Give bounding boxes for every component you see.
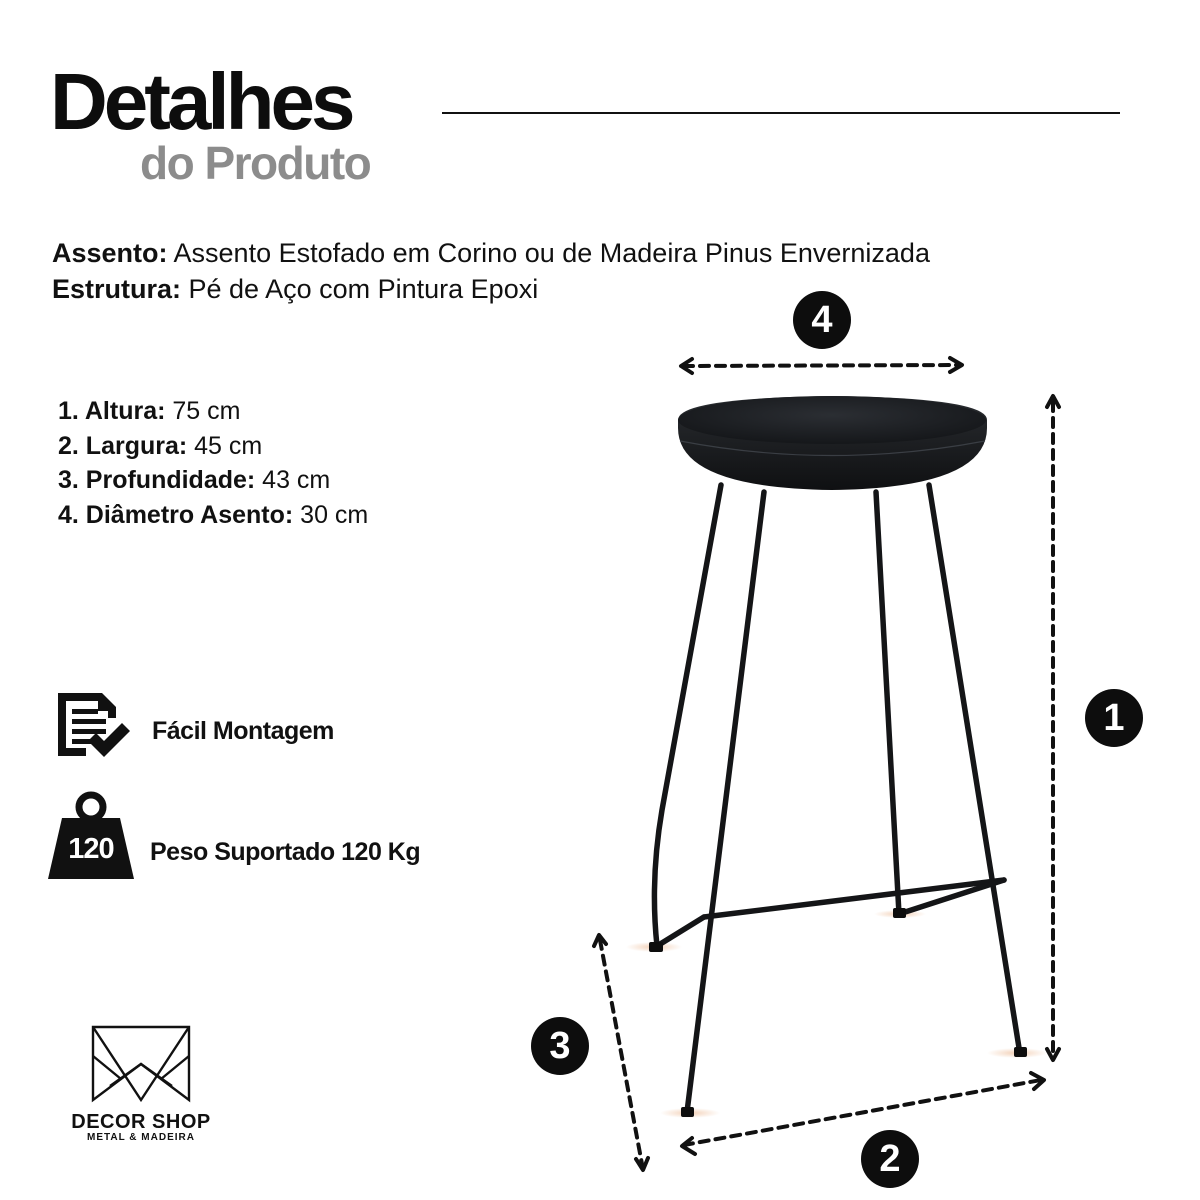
dimension-badge-2: 2 xyxy=(861,1130,919,1188)
feature-easy-assembly: Fácil Montagem xyxy=(152,717,334,745)
measurement-height-value: 75 cm xyxy=(165,397,241,425)
measurement-seat-diameter-value: 30 cm xyxy=(293,501,369,529)
dimension-badge-1: 1 xyxy=(1085,689,1143,747)
document-check-icon xyxy=(58,693,130,757)
weight-icon-value: 120 xyxy=(68,833,114,865)
brand-name: DECOR SHOP xyxy=(71,1111,211,1133)
spec-seat-label: Assento: xyxy=(52,238,168,268)
measurement-height-label: 1. Altura: xyxy=(58,397,166,425)
spec-structure-label: Estrutura: xyxy=(52,274,182,304)
dimension-badge-3: 3 xyxy=(531,1017,589,1075)
spec-seat-value: Assento Estofado em Corino ou de Madeira Pinus Envernizada xyxy=(167,238,930,268)
measurement-seat-diameter-label: 4. Diâmetro Asento: xyxy=(58,501,294,529)
measurement-depth-value: 43 cm xyxy=(255,466,331,494)
measurement-depth-label: 3. Profundidade: xyxy=(58,466,256,494)
dimension-badge-4: 4 xyxy=(793,291,851,349)
brand-tagline: METAL & MADEIRA xyxy=(87,1132,195,1143)
feature-weight-capacity: Peso Suportado 120 Kg xyxy=(150,838,421,866)
bowtie-monogram-logo xyxy=(93,1027,189,1100)
page-subtitle: do Produto xyxy=(140,137,371,189)
stool-legs xyxy=(654,485,1020,1112)
spec-structure-value: Pé de Aço com Pintura Epoxi xyxy=(181,274,539,304)
measurement-width-label: 2. Largura: xyxy=(58,432,188,460)
page-title: Detalhes xyxy=(50,57,352,146)
measurement-width-value: 45 cm xyxy=(187,432,263,460)
stool-seat xyxy=(678,396,987,490)
